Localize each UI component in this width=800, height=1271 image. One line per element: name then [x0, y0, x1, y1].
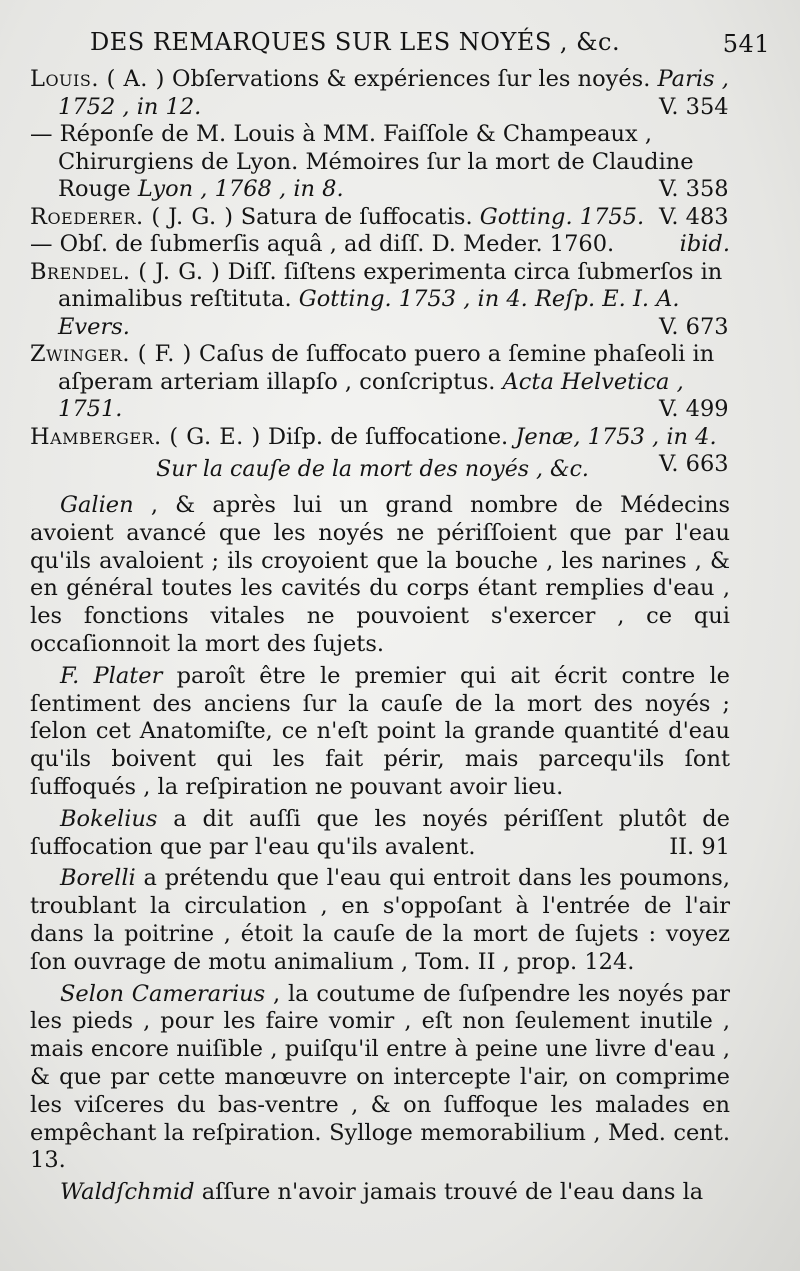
entry-reference: ibid. [679, 231, 730, 257]
paragraph-lead: Waldſchmid [60, 1179, 195, 1206]
entry-author: — [30, 231, 53, 257]
paragraph [30, 981, 730, 1176]
paragraph-text: paroît être le premier qui ait écrit contre le ſentiment des anciens ſur la cauſe de la mort des noyés ; ſelon cet Anatomiſte, ce n'eſt point la grande quantité d'eau qu'ils boivent qui les fait périr, mais parcequ'ils ſont ſuffoqués , la reſpiration ne pouvant avoir lieu. [30, 662, 730, 800]
entry-title: Diſp. de ſuffocatione. [267, 423, 509, 450]
paragraph-lead: Borelli [60, 865, 136, 892]
paragraph-text: a prétendu que l'eau qui entroit dans les poumons, troublant la circulation , en s'oppoſant à l'entrée de l'air dans la poitrine , étoit la cauſe de la mort de ſujets : voyez ſon ouvrage de motu animalium , Tom. II , prop. 124. [30, 865, 730, 975]
entry-reference: V. 358 [659, 176, 729, 202]
paragraph [30, 1179, 730, 1207]
body-text [30, 492, 730, 1207]
entry-author: — [30, 121, 53, 147]
entry-imprint: Gotting. 1753 , in 4. Reſp. E. I. A. Evers. [58, 286, 680, 340]
paragraph-text: a dit auſſi que les noyés périſſent plutôt de ſuffocation que par l'eau qu'ils avalent. [30, 805, 730, 860]
entry-author: Zwinger. ( F. ) [30, 341, 192, 367]
section-subheading: Sur la cauſe de la mort des noyés , &c. [156, 457, 589, 482]
entry-title: Obſervations & expériences ſur les noyés. [172, 66, 651, 92]
entry-imprint: Acta Helvetica , 1751. [58, 368, 684, 422]
page-header [30, 18, 770, 66]
entry-reference: V. 673 [659, 313, 729, 340]
entry-author: Brendel. ( J. G. ) [30, 258, 221, 285]
entry-reference: V. 663 [659, 451, 729, 477]
paragraph-lead: Galien [60, 492, 134, 518]
paragraph [30, 806, 730, 862]
paragraph [30, 492, 730, 659]
page-number: 541 [722, 30, 770, 58]
entry-imprint: Paris , 1752 , in 12. [58, 66, 729, 120]
paragraph [30, 865, 730, 976]
paragraph-lead: Bokelius [60, 805, 158, 832]
paragraph-text: aſſure n'avoir jamais trouvé de l'eau dans la [194, 1179, 704, 1206]
bibliography-entry [30, 66, 730, 121]
entry-reference: V. 354 [659, 93, 729, 120]
paragraph-text: , & après lui un grand nombre de Médecins avoient avancé que les noyés ne périſſoient que par l'eau qu'ils avaloient ; ils croyoient que la bouche , les narines , & en général toutes les cavités du corps étant remplies d'eau , les fonctions vitales ne pouvoient s'exercer , ce qui occaſionnoit la mort des ſujets. [30, 492, 730, 657]
paragraph [30, 663, 730, 802]
entry-title: Satura de ſuffocatis. [240, 203, 473, 230]
bibliography-entry [30, 121, 730, 204]
paragraph-reference: II. 91 [669, 833, 730, 860]
entry-title: Caſus de ſuffocato puero a ſemine phaſeoli in aſperam arteriam illapſo , conſcriptus. [58, 341, 715, 395]
paragraph-lead: Selon Camerarius [60, 980, 266, 1007]
entry-author: Hamberger. ( G. E. ) [30, 423, 261, 450]
bibliography-entry [30, 231, 730, 259]
entry-title: Réponſe de M. Louis à MM. Faiſſole & Champeaux , Chirurgiens de Lyon. Mémoires ſur la mort de Claudine Rouge [58, 121, 694, 202]
bibliography-entry [30, 204, 730, 232]
entry-reference: V. 483 [659, 203, 729, 230]
entry-title: Obſ. de ſubmerſis aquâ , ad diſſ. D. Meder. 1760. [59, 231, 615, 257]
entry-imprint: Jenæ, 1753 , in 4. [515, 423, 717, 450]
running-title: DES REMARQUES SUR LES NOYÉS , &c. [90, 28, 621, 56]
bibliography-entry [30, 341, 730, 424]
paragraph-text: , la coutume de ſuſpendre les noyés par les pieds , pour les faire vomir , eſt non ſeulement inutile , mais encore nuiſible , puiſqu'il entre à peine une livre d'eau , & que par cette manœuvre on intercepte l'air, on comprime les viſceres du bas-ventre , & on ſuffoque les malades en empêchant la reſpiration. Sylloge memorabilium , Med. cent. 13. [30, 980, 731, 1174]
entry-imprint: Gotting. 1755. [479, 203, 645, 230]
entry-reference: V. 499 [659, 396, 729, 422]
paragraph-lead: F. Plater [60, 662, 163, 689]
entry-title: Diſſ. ſiſtens experimenta circa ſubmerſos in animalibus reſtituta. [58, 258, 723, 312]
entry-author: Louis. ( A. ) [30, 66, 165, 92]
bibliography-entry [30, 259, 730, 342]
entry-imprint: Lyon , 1768 , in 8. [137, 176, 344, 202]
entry-author: Roederer. ( J. G. ) [30, 203, 234, 230]
